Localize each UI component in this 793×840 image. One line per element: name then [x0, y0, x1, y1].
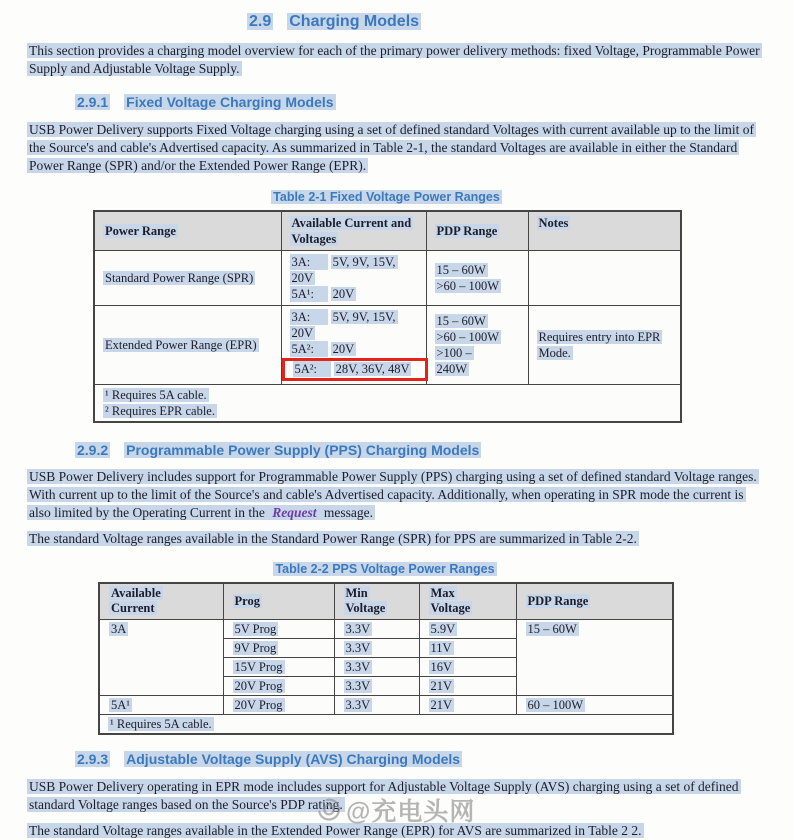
cell-max-voltage: 11V	[419, 638, 516, 657]
avs-summary-paragraph: The standard Voltage ranges available in the Extended Power Range (EPR) for AVS are summarized in Table 2 2.	[29, 822, 642, 838]
cell-prog: 9V Prog	[223, 638, 334, 657]
document-page	[0, 12, 793, 838]
section-number: 2.9.1	[77, 94, 109, 110]
cell-max-voltage: 16V	[419, 657, 516, 676]
avs-paragraph: USB Power Delivery operating in EPR mode includes support for Adjustable Voltage Supply (AVS) charging using a set of defined standard Voltage ranges based on the Source's PDP rating.	[29, 778, 739, 812]
column-header-pdp-range: PDP Range	[426, 211, 528, 251]
section-2-9-3-heading	[75, 750, 766, 768]
pps-summary-paragraph: The standard Voltage ranges available in the Standard Power Range (SPR) for PPS are summarized in Table 2-2.	[29, 531, 637, 546]
column-header-min-voltage: Min Voltage	[334, 583, 419, 619]
red-annotation-box: 5A²: 28V, 36V, 48V	[282, 358, 428, 381]
cell-min-voltage: 3.3V	[334, 657, 419, 676]
intro-text: This section provides a charging model overview for each of the primary power delivery methods: fixed Voltage, Programmable Power Supply and Adjustable Voltage Supply.	[29, 43, 760, 76]
cell-pdp-range: 15 – 60W >60 – 100W >100 – 240W	[426, 306, 528, 385]
section-title: Fixed Voltage Charging Models	[126, 94, 334, 110]
fixed-voltage-paragraph	[27, 121, 766, 175]
table-row	[99, 695, 673, 714]
column-header-notes: Notes	[528, 211, 681, 251]
intro-paragraph	[27, 42, 766, 78]
request-message-term: Request	[272, 505, 317, 520]
cell-min-voltage: 3.3V	[334, 638, 419, 657]
cell-current-voltages: 3A: 5V, 9V, 15V, 20V 5A¹: 20V	[281, 251, 426, 306]
section-title: Adjustable Voltage Supply (AVS) Charging Models	[126, 750, 461, 767]
caption-text: Table 2-1 Fixed Voltage Power Ranges	[273, 190, 500, 204]
footnote-1: ¹ Requires 5A cable.	[110, 716, 212, 731]
watermark-text: @充电头网	[346, 798, 476, 826]
spiral-logo-icon	[313, 794, 346, 831]
table-2-1-fixed-voltage-power-ranges	[93, 210, 682, 423]
section-number: 2.9.2	[77, 442, 109, 458]
fixed-voltage-text: USB Power Delivery supports Fixed Voltage charging using a set of defined standard Voltages with current available up to the limit of the Source's and cable's Advertised capacity. As summarized in Table 2-1, the standard Voltages are available in either the Standard Power Range (SPR) and/or the Extended Power Range (EPR).	[29, 122, 754, 173]
column-header-available-current: Available Current and Voltages	[281, 211, 426, 251]
cell-prog: 20V Prog	[223, 695, 334, 714]
section-number: 2.9.3	[77, 750, 109, 767]
column-header-available-current: Available Current	[99, 583, 223, 619]
section-title: Charging Models	[289, 13, 420, 30]
table-footnotes-row	[94, 385, 681, 423]
cell-max-voltage: 21V	[419, 676, 516, 695]
cell-prog: 15V Prog	[223, 657, 334, 676]
cell-notes: Requires entry into EPR Mode.	[528, 306, 681, 385]
cell-min-voltage: 3.3V	[334, 619, 419, 638]
cell-prog: 20V Prog	[223, 676, 334, 695]
table-2-2-pps-voltage-power-ranges	[98, 582, 674, 735]
cell-pdp-range: 60 – 100W	[516, 695, 673, 714]
cell-max-voltage: 5.9V	[419, 619, 516, 638]
cell-available-current: 3A	[99, 619, 223, 695]
cell-current-voltages: 3A: 5V, 9V, 15V, 20V 5A²: 20V 5A²: 28V, 36V, 48V	[281, 306, 426, 385]
cell-available-current: 5A¹	[99, 695, 223, 714]
cell-pdp-range: 15 – 60W	[516, 619, 673, 695]
column-header-pdp-range: PDP Range	[516, 583, 673, 619]
cell-min-voltage: 3.3V	[334, 695, 419, 714]
footnote-2: ² Requires EPR cable.	[105, 404, 215, 418]
table-row-spr	[94, 251, 681, 306]
section-2-9-heading	[247, 12, 766, 32]
section-2-9-1-heading	[75, 93, 766, 111]
cell-min-voltage: 3.3V	[334, 676, 419, 695]
column-header-max-voltage: Max Voltage	[419, 583, 516, 619]
cell-notes	[528, 251, 681, 306]
watermark	[316, 796, 475, 828]
section-title: Programmable Power Supply (PPS) Charging Models	[126, 442, 480, 458]
table-header-row	[94, 211, 681, 251]
pps-paragraph: USB Power Delivery includes support for Programmable Power Supply (PPS) charging using a set of defined standard Voltage ranges. With current up to the limit of the Source's and cable's Advertised capacity. Additionally, when operating in SPR mode the current is also limited by the Operating Current in the Request message.	[29, 469, 757, 520]
section-number: 2.9	[249, 13, 272, 30]
table-header-row	[99, 583, 673, 619]
cell-power-range: Extended Power Range (EPR)	[94, 306, 281, 385]
table-row-epr	[94, 306, 681, 385]
cell-pdp-range: 15 – 60W >60 – 100W	[426, 251, 528, 306]
table-2-1-caption	[93, 189, 680, 205]
column-header-prog: Prog	[223, 583, 334, 619]
table-row	[99, 619, 673, 638]
table-2-2-caption	[98, 561, 672, 577]
table-footnotes-row	[99, 714, 673, 734]
column-header-power-range: Power Range	[94, 211, 281, 251]
cell-max-voltage: 21V	[419, 695, 516, 714]
cell-prog: 5V Prog	[223, 619, 334, 638]
footnote-1: ¹ Requires 5A cable.	[105, 388, 207, 402]
section-2-9-2-heading	[75, 441, 766, 459]
cell-power-range: Standard Power Range (SPR)	[94, 251, 281, 306]
caption-text: Table 2-2 PPS Voltage Power Ranges	[275, 562, 495, 576]
